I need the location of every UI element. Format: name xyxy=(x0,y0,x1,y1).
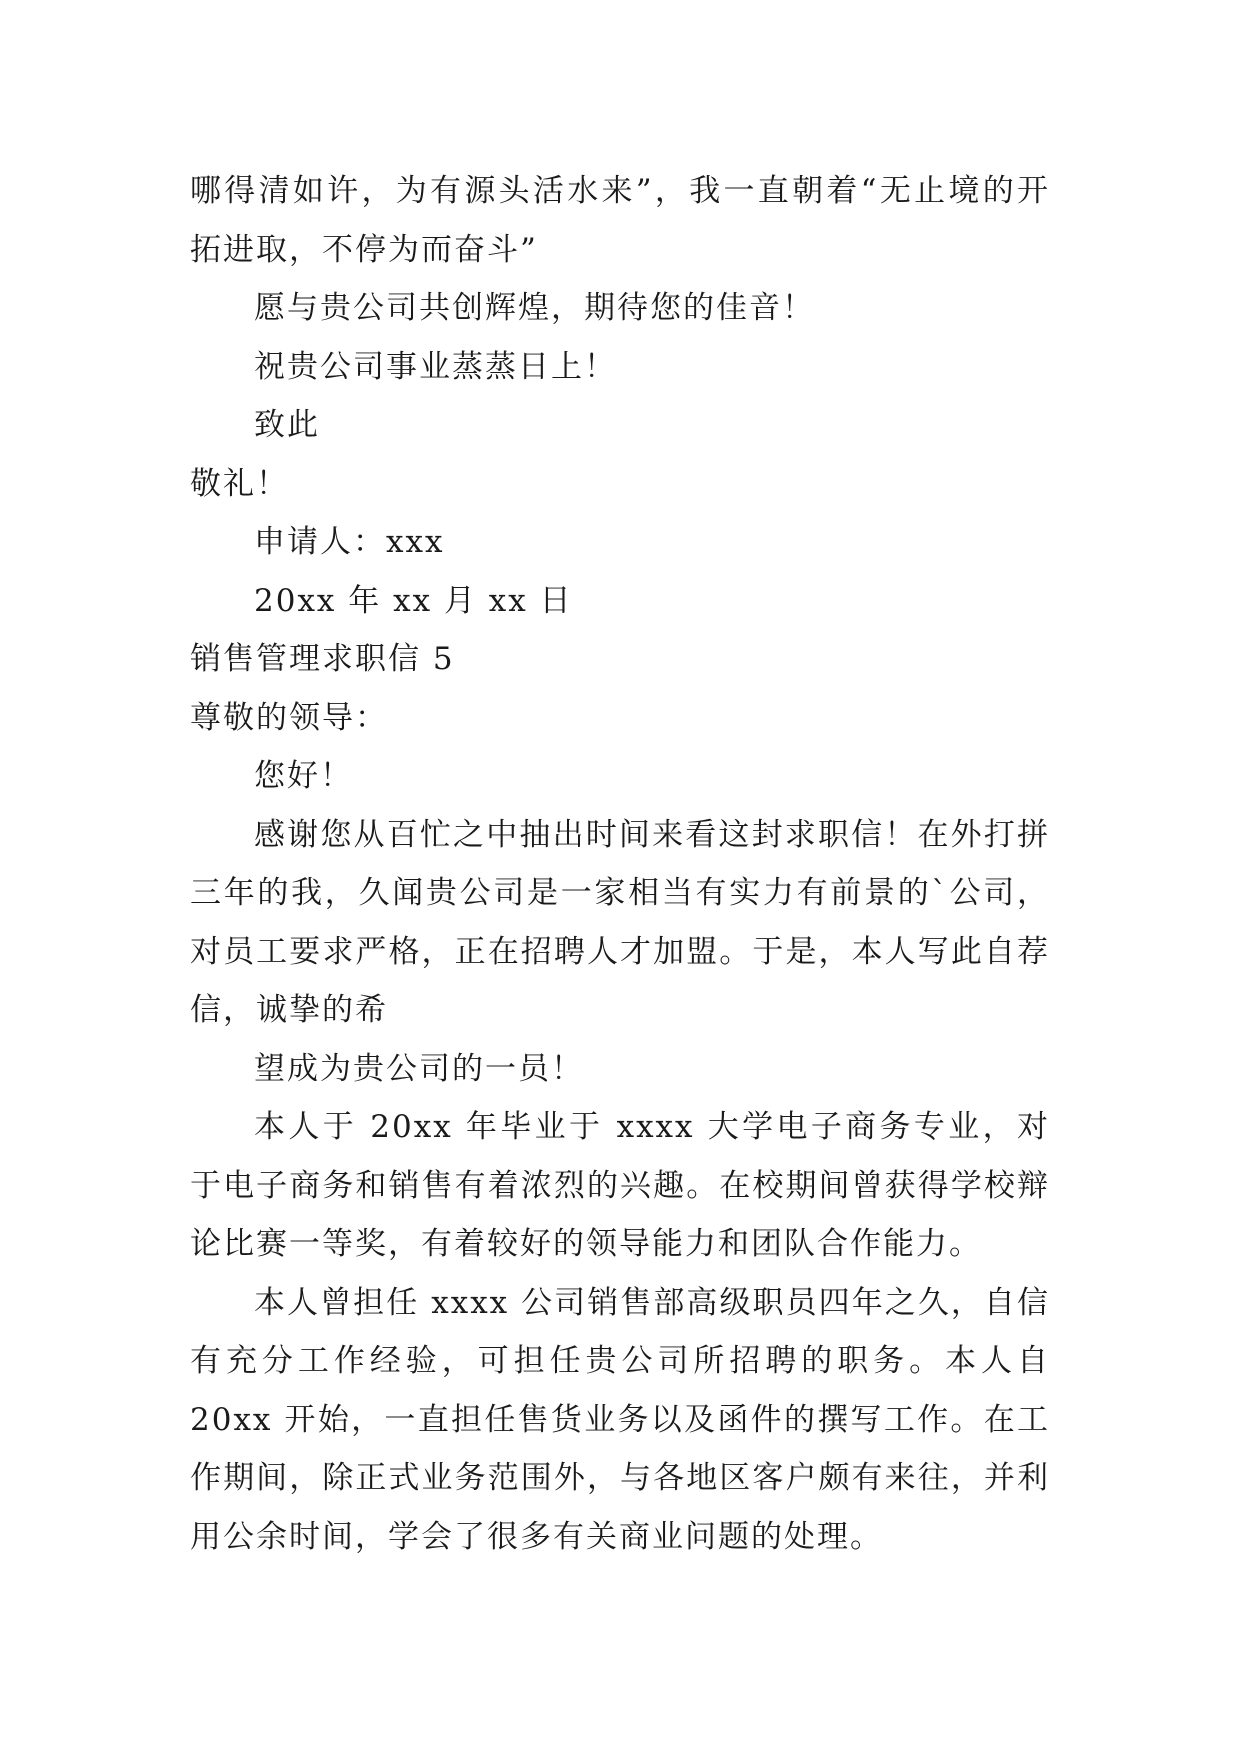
paragraph-intro: 感谢您从百忙之中抽出时间来看这封求职信！在外打拼三年的我，久闻贵公司是一家相当有实力有前景的`公司，对员工要求严格，正在招聘人才加盟。于是，本人写此自荐信，诚挚的希 xyxy=(190,816,1050,1028)
applicant-signature: 申请人：xxx xyxy=(254,524,445,560)
paragraph-closing-wish: 愿与贵公司共创辉煌，期待您的佳音！ xyxy=(254,290,815,326)
letter-body xyxy=(190,162,1050,1566)
paragraph-jingli: 敬礼！ xyxy=(190,465,289,502)
paragraph-salutation-zhici: 致此 xyxy=(254,407,320,443)
paragraph-quote-continuation: 哪得清如许，为有源头活水来”，我一直朝着“无止境的开拓进取，不停为而奋斗” xyxy=(190,173,1050,268)
paragraph-blessing: 祝贵公司事业蒸蒸日上！ xyxy=(254,348,617,385)
paragraph-education: 本人于 20xx 年毕业于 xxxx 大学电子商务专业，对于电子商务和销售有着浓烈的兴趣。在校期间曾获得学校辩论比赛一等奖，有着较好的领导能力和团队合作能力。 xyxy=(190,1109,1050,1262)
letter-date: 20xx 年 xx 月 xx 日 xyxy=(254,582,573,619)
paragraph-intro-cont: 望成为贵公司的一员！ xyxy=(254,1050,584,1087)
paragraph-hello: 您好！ xyxy=(254,758,353,794)
letter-greeting: 尊敬的领导： xyxy=(190,699,388,736)
paragraph-experience: 本人曾担任 xxxx 公司销售部高级职员四年之久，自信有充分工作经验，可担任贵公司所招聘的职务。本人自 20xx 开始，一直担任售货业务以及函件的撰写工作。在工作期间，除正式业务范围外，与各地区客户颇有来往，并利用公余时间，学会了很多有关商业问题的处理。 xyxy=(190,1284,1050,1555)
section-title: 销售管理求职信 5 xyxy=(190,641,455,677)
